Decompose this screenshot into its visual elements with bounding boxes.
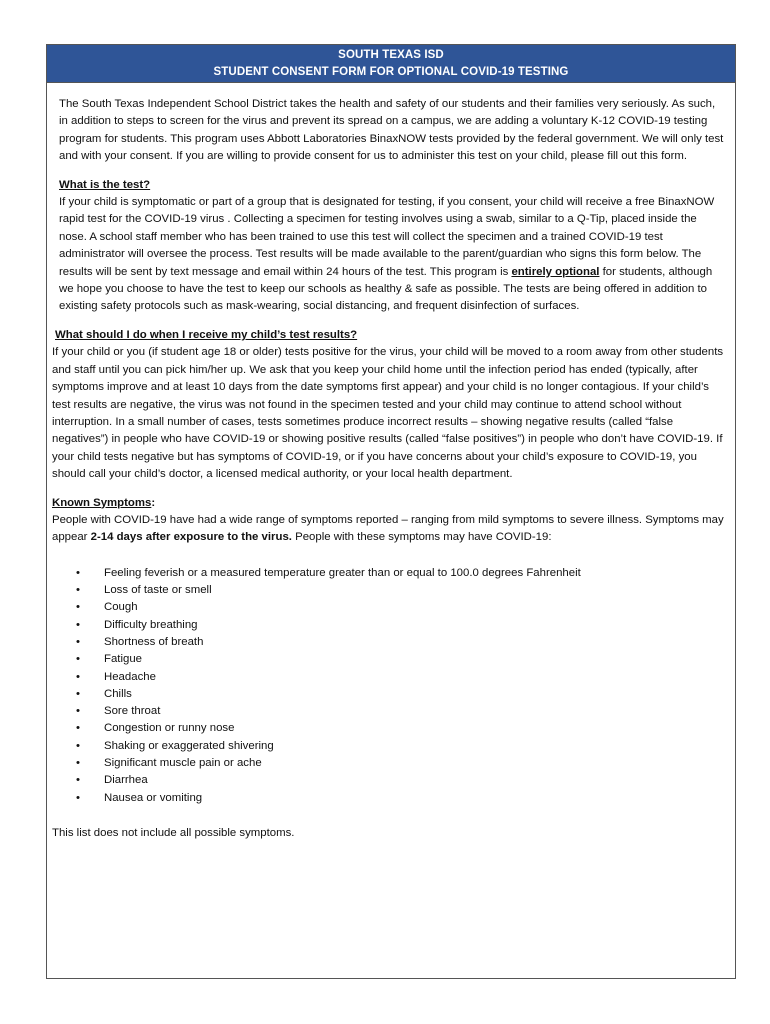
what-is-test-text-2: for students, although we hope you choose to have the test to keep our schools as healthy & safe as possible. The tests are being offered in addition to existing safety protocols such as mask-wearing, social distancing, and frequent disinfection of surfaces. xyxy=(59,265,713,313)
symptoms-paragraph xyxy=(52,512,727,547)
symptoms-text-2: People with these symptoms may have COVID-19: xyxy=(291,531,552,544)
results-section xyxy=(47,316,735,484)
symptoms-section xyxy=(47,484,735,807)
list-item: • Nausea or vomiting xyxy=(76,790,727,807)
list-item: • Sore throat xyxy=(76,703,727,720)
entirely-optional-emphasis: entirely optional xyxy=(511,265,600,278)
results-paragraph: If your child or you (if student age 18 or older) tests positive for the virus, your child will be moved to a room away from other students and staff until you can pick him/her up. We ask that you keep your child home until the infection period has ended (typically, after symptoms improve and at least 10 days from the date symptoms first appear) and your child is no longer contagious. If your child’s test results are negative, the virus was not found in the specimen tested and your child may continue to attend school without interruption. In a small number of cases, tests sometimes produce incorrect results – showing negative results (called “false negatives”) in people who have COVID-19 or showing positive results (called “false positives”) in people who don’t have COVID-19. If your child tests negative but has symptoms of COVID-19, or if you have concerns about your child’s exposure to COVID-19, you should call your child’s doctor, a licensed medical authority, or your local health department. xyxy=(52,346,724,481)
intro-section xyxy=(47,85,735,166)
results-heading: What should I do when I receive my child’s test results? xyxy=(55,328,358,341)
form-content xyxy=(47,85,735,842)
what-is-test-section xyxy=(47,166,735,316)
intro-paragraph: The South Texas Independent School District takes the health and safety of our students and their families very seriously. As such, in addition to steps to screen for the virus and prevent its spread on a campus, we are adding a voluntary K-12 COVID-19 testing program for students. This program uses Abbott Laboratories BinaxNOW tests provided by the federal government. We will only test and with your consent. If you are willing to provide consent for us to administer this test on your child, please fill out this form. xyxy=(59,98,724,163)
district-name: SOUTH TEXAS ISD xyxy=(338,49,444,61)
list-item: • Chills xyxy=(76,686,727,703)
what-is-test-heading: What is the test? xyxy=(59,178,151,191)
list-item: • Loss of taste or smell xyxy=(76,582,727,599)
symptoms-days-emphasis: 2-14 days after exposure to the virus. xyxy=(90,531,292,544)
list-item: • Headache xyxy=(76,669,727,686)
list-item: • Difficulty breathing xyxy=(76,617,727,634)
symptoms-disclaimer: This list does not include all possible symptoms. xyxy=(52,826,295,839)
list-item: • Shortness of breath xyxy=(76,634,727,651)
list-item: • Feeling feverish or a measured temperature greater than or equal to 100.0 degrees Fahrenheit xyxy=(76,565,727,582)
list-item: • Shaking or exaggerated shivering xyxy=(76,738,727,755)
list-item: • Congestion or runny nose xyxy=(76,720,727,737)
symptoms-heading-colon: : xyxy=(151,496,156,509)
list-item: • Fatigue xyxy=(76,651,727,668)
list-item: • Cough xyxy=(76,599,727,616)
closing-section xyxy=(47,807,735,842)
form-title: STUDENT CONSENT FORM FOR OPTIONAL COVID-19 TESTING xyxy=(213,66,569,78)
symptoms-text-1: People with COVID-19 have had a wide range of symptoms reported – ranging from mild symptoms to severe illness. Symptoms may appear xyxy=(52,513,724,544)
list-item: • Significant muscle pain or ache xyxy=(76,755,727,772)
what-is-test-paragraph xyxy=(59,194,727,316)
symptoms-list xyxy=(52,565,727,807)
form-header xyxy=(47,45,735,83)
symptoms-heading: Known Symptoms xyxy=(52,496,152,509)
consent-form-page xyxy=(46,44,736,979)
list-item: • Diarrhea xyxy=(76,772,727,789)
what-is-test-text-1: If your child is symptomatic or part of a group that is designated for testing, if you consent, your child will receive a free BinaxNOW rapid test for the COVID-19 virus . Collecting a specimen for testing involves using a swab, similar to a Q-Tip, placed inside the nose. A school staff member who has been trained to use this test will collect the specimen and a trained COVID-19 test administrator will oversee the process. Test results will be made available to the parent/guardian who signs this form below. The results will be sent by text message and email within 24 hours of the test. This program is xyxy=(59,196,715,278)
